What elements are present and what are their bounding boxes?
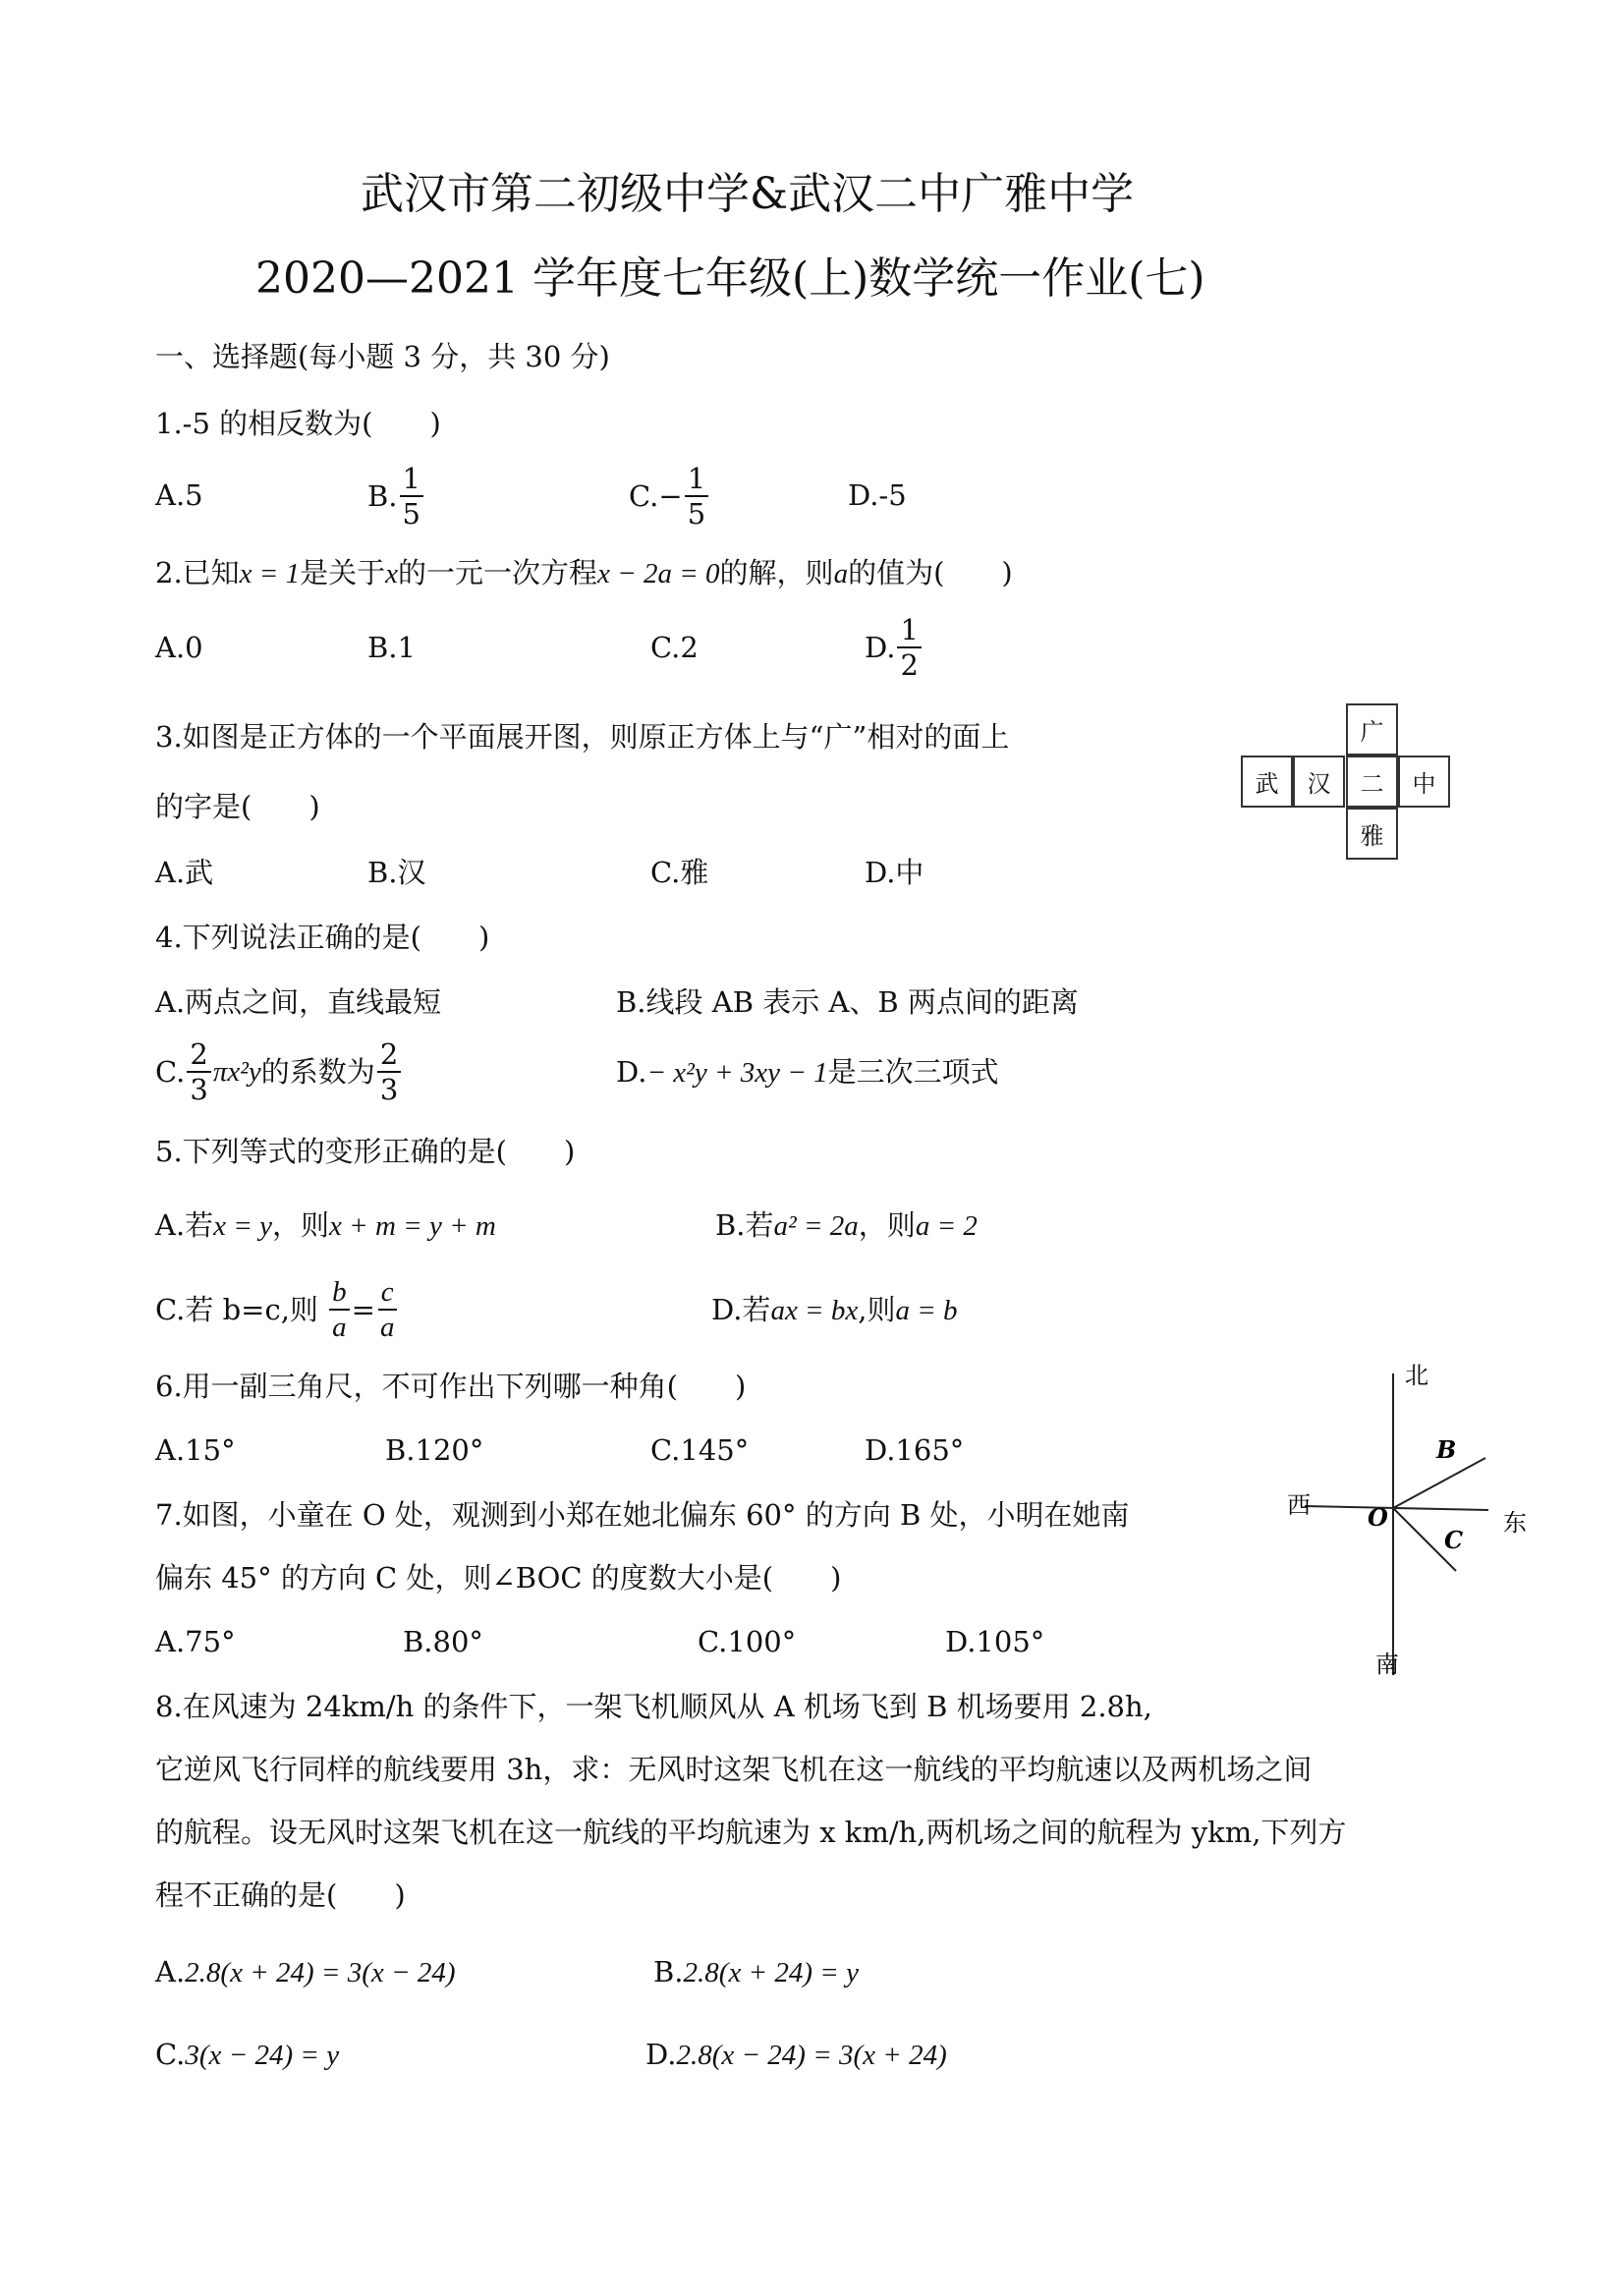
q4-option-d: D.− x²y + 3xy − 1是三次三项式 bbox=[616, 1055, 999, 1089]
q5-option-c: C.若 b=c,则 $\frac{b}{a}$ = $\frac{c}{a}$ bbox=[155, 1277, 399, 1343]
north-label: 北 bbox=[1405, 1362, 1428, 1389]
q8-stem-line1: 8.在风速为 24km/h 的条件下，一架飞机顺风从 A 机场飞到 B 机场要用 2.8h, bbox=[155, 1690, 1152, 1723]
q3-option-d: D.中 bbox=[865, 856, 924, 889]
south-label: 南 bbox=[1375, 1651, 1399, 1678]
compass-direction-figure bbox=[1277, 1356, 1542, 1690]
q3-stem-line2: 的字是( ) bbox=[155, 790, 320, 823]
q1-option-a: A.5 bbox=[155, 478, 203, 512]
q6-option-d: D.165° bbox=[865, 1433, 965, 1467]
q7-stem-line2: 偏东 45° 的方向 C 处，则∠BOC 的度数大小是( ) bbox=[155, 1561, 842, 1595]
q4-option-a: A.两点之间，直线最短 bbox=[155, 985, 442, 1019]
q7-option-d: D.105° bbox=[945, 1625, 1045, 1658]
q5-option-a: A.若x = y，则x + m = y + m bbox=[155, 1208, 496, 1242]
net-face-bottom: 雅 bbox=[1346, 808, 1398, 860]
q6-stem: 6.用一副三角尺，不可作出下列哪一种角( ) bbox=[155, 1370, 747, 1403]
point-b-label: B bbox=[1436, 1435, 1457, 1464]
section-heading: 一、选择题(每小题 3 分，共 30 分) bbox=[155, 340, 610, 373]
q8-option-d: D.2.8(x − 24) = 3(x + 24) bbox=[645, 2038, 947, 2071]
q7-option-a: A.75° bbox=[155, 1625, 236, 1658]
exam-title: 2020—2021 学年度七年级(上)数学统一作业(七) bbox=[255, 253, 1205, 304]
q4-option-b: B.线段 AB 表示 A、B 两点间的距离 bbox=[616, 985, 1079, 1019]
point-c-label: C bbox=[1444, 1526, 1464, 1554]
net-face-top: 广 bbox=[1346, 703, 1398, 756]
q4-stem: 4.下列说法正确的是( ) bbox=[155, 921, 490, 954]
q1-stem: 1.-5 的相反数为( ) bbox=[155, 407, 441, 440]
q7-option-c: C.100° bbox=[698, 1625, 797, 1658]
point-o-label: O bbox=[1368, 1503, 1388, 1532]
q6-option-b: B.120° bbox=[385, 1433, 484, 1467]
q7-stem-line1: 7.如图，小童在 O 处，观测到小郑在她北偏东 60° 的方向 B 处，小明在她南 bbox=[155, 1498, 1130, 1532]
net-face-3: 二 bbox=[1346, 756, 1398, 808]
q2-option-c: C.2 bbox=[650, 631, 699, 664]
q6-option-a: A.15° bbox=[155, 1433, 236, 1467]
q3-option-a: A.武 bbox=[155, 856, 214, 889]
q5-option-d: D.若ax = bx,则a = b bbox=[711, 1293, 958, 1326]
q8-stem-line2: 它逆风飞行同样的航线要用 3h，求：无风时这架飞机在这一航线的平均航速以及两机场之间 bbox=[155, 1753, 1313, 1786]
west-label: 西 bbox=[1287, 1491, 1311, 1519]
east-label: 东 bbox=[1503, 1509, 1527, 1537]
q5-option-b: B.若a² = 2a，则a = 2 bbox=[715, 1208, 978, 1242]
q3-option-b: B.汉 bbox=[367, 856, 426, 889]
q8-stem-line4: 程不正确的是( ) bbox=[155, 1878, 406, 1912]
cube-net-figure bbox=[1241, 703, 1457, 861]
q2-option-a: A.0 bbox=[155, 631, 203, 664]
q2-stem: 2.已知x = 1是关于x的一元一次方程x − 2a = 0的解，则a的值为( ) bbox=[155, 556, 1013, 589]
q1-option-d: D.-5 bbox=[848, 478, 907, 512]
q8-option-b: B.2.8(x + 24) = y bbox=[653, 1955, 859, 1988]
ray-ob bbox=[1393, 1458, 1485, 1508]
school-title: 武汉市第二初级中学&武汉二中广雅中学 bbox=[361, 169, 1135, 219]
net-face-2: 汉 bbox=[1293, 756, 1345, 808]
q8-option-c: C.3(x − 24) = y bbox=[155, 2038, 340, 2071]
net-face-1: 武 bbox=[1241, 756, 1293, 808]
q3-stem-line1: 3.如图是正方体的一个平面展开图，则原正方体上与“广”相对的面上 bbox=[155, 720, 1010, 754]
q7-option-b: B.80° bbox=[403, 1625, 483, 1658]
q2-option-b: B.1 bbox=[367, 631, 416, 664]
q1-option-b: B. $\frac{1}{5}$ bbox=[367, 464, 425, 530]
q1-option-c: C.− $\frac{1}{5}$ bbox=[629, 464, 710, 530]
q3-option-c: C.雅 bbox=[650, 856, 709, 889]
q4-option-c: C. $\frac{2}{3}$ πx²y的系数为 $\frac{2}{3}$ bbox=[155, 1039, 403, 1105]
net-face-4: 中 bbox=[1398, 756, 1450, 808]
q8-stem-line3: 的航程。设无风时这架飞机在这一航线的平均航速为 x km/h,两机场之间的航程为 ykm,下列方 bbox=[155, 1816, 1347, 1849]
q6-option-c: C.145° bbox=[650, 1433, 750, 1467]
q2-option-d: D. $\frac{1}{2}$ bbox=[865, 615, 923, 681]
q5-stem: 5.下列等式的变形正确的是( ) bbox=[155, 1135, 576, 1168]
q8-option-a: A.2.8(x + 24) = 3(x − 24) bbox=[155, 1955, 456, 1988]
